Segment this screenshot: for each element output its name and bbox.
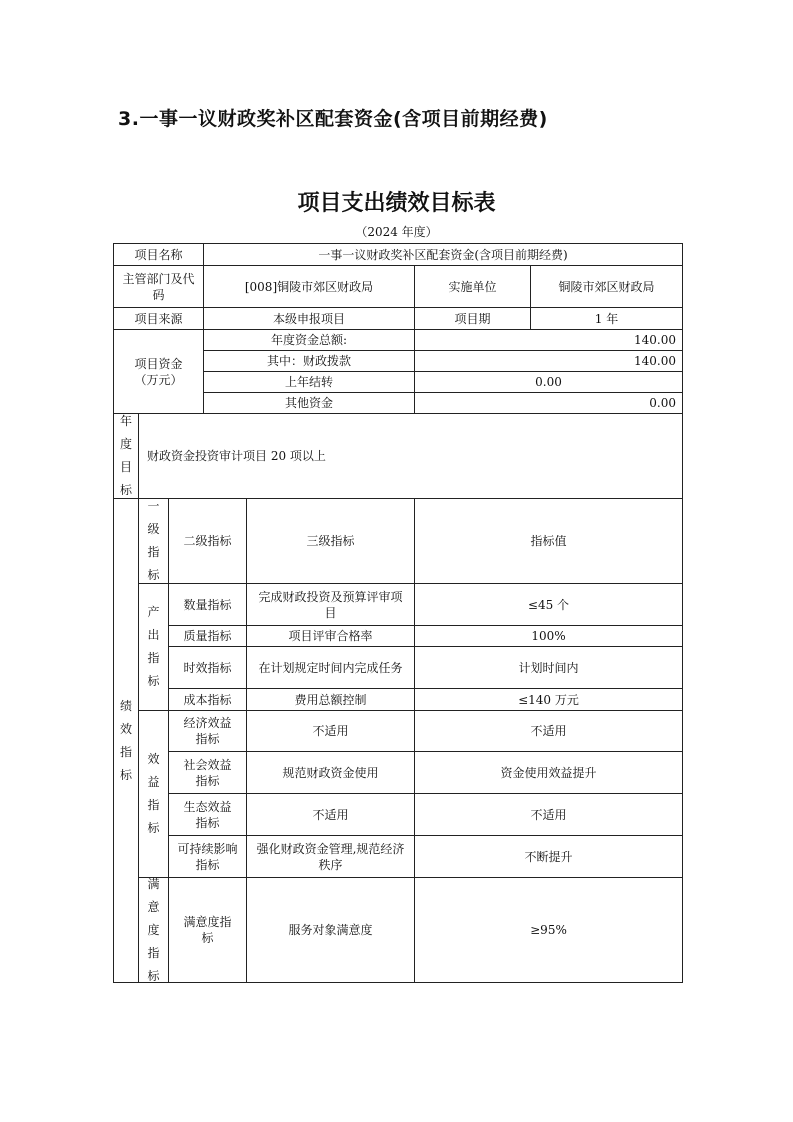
row-level3: 服务对象满意度 xyxy=(246,877,415,983)
row-level2: 成本指标 xyxy=(168,688,247,711)
funds-carry-value: 0.00 xyxy=(414,371,683,393)
performance-label: 绩 效 指 标 xyxy=(113,498,139,983)
row-level3: 项目评审合格率 xyxy=(246,625,415,647)
row-level3: 不适用 xyxy=(246,710,415,752)
funds-carry-label: 上年结转 xyxy=(203,371,415,393)
funds-fiscal-label: 其中：财政拨款 xyxy=(203,350,415,372)
funds-fiscal-value: 140.00 xyxy=(414,350,683,372)
table-title: 项目支出绩效目标表 xyxy=(297,191,496,216)
impl-value: 铜陵市郊区财政局 xyxy=(530,265,683,308)
row-level2: 满意度指标 xyxy=(168,877,247,983)
row-value: ≥95% xyxy=(414,877,683,983)
row-level3: 费用总额控制 xyxy=(246,688,415,711)
row-level2: 社会效益指标 xyxy=(168,751,247,794)
row-value: ≤140 万元 xyxy=(414,688,683,711)
funds-total-value: 140.00 xyxy=(414,329,683,351)
row-level2: 时效指标 xyxy=(168,646,247,689)
satisfaction-indicator-label: 满 意 度 指 标 xyxy=(138,877,169,983)
row-level3: 不适用 xyxy=(246,793,415,836)
row-level2: 质量指标 xyxy=(168,625,247,647)
funds-label: 项目资金（万元） xyxy=(113,329,204,414)
impl-label: 实施单位 xyxy=(414,265,531,308)
funds-other-value: 0.00 xyxy=(414,392,683,414)
dept-value: [008]铜陵市郊区财政局 xyxy=(203,265,415,308)
funds-other-label: 其他资金 xyxy=(203,392,415,414)
section-title: 3.一事一议财政奖补区配套资金(含项目前期经费) xyxy=(118,108,548,130)
row-level2: 数量指标 xyxy=(168,583,247,626)
row-level3: 在计划规定时间内完成任务 xyxy=(246,646,415,689)
row-value: 资金使用效益提升 xyxy=(414,751,683,794)
row-value: 不适用 xyxy=(414,710,683,752)
row-value: ≤45 个 xyxy=(414,583,683,626)
row-level3: 强化财政资金管理,规范经济秩序 xyxy=(246,835,415,878)
row-level3: 规范财政资金使用 xyxy=(246,751,415,794)
header-level3: 三级指标 xyxy=(246,498,415,584)
header-level2: 二级指标 xyxy=(168,498,247,584)
row-level2: 可持续影响指标 xyxy=(168,835,247,878)
benefit-indicator-label: 效 益 指 标 xyxy=(138,710,169,878)
output-indicator-label: 产 出 指 标 xyxy=(138,583,169,711)
row-level2: 生态效益指标 xyxy=(168,793,247,836)
row-value: 不断提升 xyxy=(414,835,683,878)
project-name-value: 一事一议财政奖补区配套资金(含项目前期经费) xyxy=(203,243,683,266)
period-value: 1 年 xyxy=(530,307,683,330)
source-value: 本级申报项目 xyxy=(203,307,415,330)
period-label: 项目期 xyxy=(414,307,531,330)
row-value: 不适用 xyxy=(414,793,683,836)
header-value: 指标值 xyxy=(414,498,683,584)
annual-goal-label: 年 度 目 标 xyxy=(113,413,139,499)
project-name-label: 项目名称 xyxy=(113,243,204,266)
annual-goal-text: 财政资金投资审计项目 20 项以上 xyxy=(138,413,683,499)
source-label: 项目来源 xyxy=(113,307,204,330)
year-label: （2024 年度） xyxy=(355,225,438,239)
row-level2: 经济效益指标 xyxy=(168,710,247,752)
row-level3: 完成财政投资及预算评审项目 xyxy=(246,583,415,626)
header-level1: 一 级 指 标 xyxy=(138,498,169,584)
dept-label: 主管部门及代码 xyxy=(113,265,204,308)
row-value: 100% xyxy=(414,625,683,647)
row-value: 计划时间内 xyxy=(414,646,683,689)
funds-total-label: 年度资金总额: xyxy=(203,329,415,351)
